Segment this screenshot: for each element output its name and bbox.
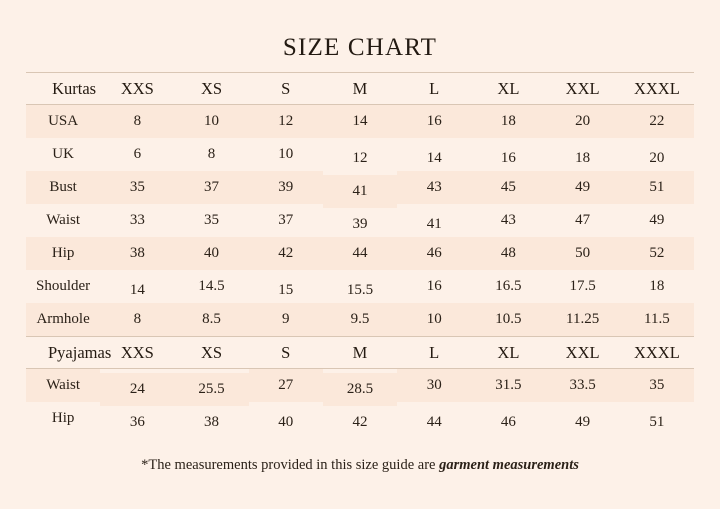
cell-shoulder-m: 15.5 <box>346 282 374 298</box>
column-header-m: M <box>323 73 397 105</box>
row-label-armhole: Armhole <box>36 311 90 327</box>
cell-uk-l: 14 <box>426 150 442 166</box>
cell-uk-xxl: 18 <box>575 150 591 166</box>
table-row <box>26 204 694 237</box>
column-header-pyajamas-xxs: XXS <box>100 337 174 369</box>
column-header-pyajamas-xl: XL <box>471 337 545 369</box>
footnote <box>0 435 720 474</box>
cell-armhole-xxl: 11.25 <box>566 311 600 327</box>
size-chart-table-wrapper <box>0 72 720 435</box>
row-label-shoulder: Shoulder <box>36 278 91 294</box>
cell-armhole-xs: 8.5 <box>202 311 221 327</box>
cell-pyajamas-waist-xxs: 24 <box>129 381 145 397</box>
cell-hip-xxl: 50 <box>575 245 591 261</box>
column-header-l: L <box>397 73 471 105</box>
row-label-pyajamas-waist: Waist <box>46 377 80 393</box>
cell-pyajamas-hip-xl: 46 <box>500 414 516 430</box>
table-header-row-kurtas <box>26 73 694 105</box>
column-header-xxxl: XXXL <box>620 73 694 105</box>
cell-pyajamas-waist-xs: 25.5 <box>198 381 225 397</box>
cell-pyajamas-waist-m: 28.5 <box>346 381 374 397</box>
cell-hip-xxxl: 52 <box>649 245 665 261</box>
cell-bust-xxs: 35 <box>129 179 145 195</box>
header-label-pyajamas: Pyajamas <box>26 337 100 369</box>
cell-uk-xl: 16 <box>500 150 516 166</box>
cell-armhole-xl: 10.5 <box>495 311 522 327</box>
cell-waist-xxs: 33 <box>129 212 145 228</box>
cell-shoulder-s: 15 <box>278 282 294 298</box>
cell-waist-m: 39 <box>352 216 368 232</box>
column-header-pyajamas-m: M <box>323 337 397 369</box>
table-row <box>26 369 694 403</box>
cell-armhole-xxs: 8 <box>133 311 142 327</box>
cell-bust-xl: 45 <box>500 179 516 195</box>
cell-pyajamas-hip-xxxl: 51 <box>649 414 665 430</box>
column-header-pyajamas-s: S <box>249 337 323 369</box>
cell-usa-xxs: 8 <box>133 113 142 129</box>
cell-bust-xs: 37 <box>204 179 220 195</box>
column-header-xs: XS <box>174 73 248 105</box>
cell-hip-m: 44 <box>352 245 368 261</box>
cell-shoulder-l: 16 <box>426 278 442 294</box>
column-header-pyajamas-xxl: XXL <box>546 337 620 369</box>
column-header-pyajamas-l: L <box>397 337 471 369</box>
cell-uk-xs: 8 <box>207 146 216 162</box>
row-label-pyajamas-hip: Hip <box>51 410 75 426</box>
cell-shoulder-xs: 14.5 <box>198 278 225 294</box>
cell-armhole-s: 9 <box>282 311 290 327</box>
row-label-usa: USA <box>48 113 79 129</box>
cell-usa-xl: 18 <box>500 113 516 129</box>
cell-uk-s: 10 <box>278 146 294 162</box>
cell-pyajamas-hip-xs: 38 <box>204 414 220 430</box>
column-header-xxl: XXL <box>546 73 620 105</box>
column-header-pyajamas-xs: XS <box>174 337 248 369</box>
table-row <box>26 270 694 303</box>
cell-hip-s: 42 <box>278 245 294 261</box>
cell-hip-xs: 40 <box>204 245 220 261</box>
cell-bust-m: 41 <box>352 183 368 199</box>
cell-shoulder-xxs: 14 <box>129 282 145 298</box>
row-label-bust: Bust <box>49 179 77 195</box>
cell-bust-xxl: 49 <box>575 179 591 195</box>
cell-bust-s: 39 <box>278 179 294 195</box>
row-label-uk: UK <box>52 146 74 162</box>
cell-pyajamas-hip-xxs: 36 <box>129 414 145 430</box>
cell-usa-s: 12 <box>278 113 294 129</box>
footnote-text: *The measurements provided in this size guide are <box>141 457 440 473</box>
cell-usa-l: 16 <box>426 113 442 129</box>
cell-hip-xl: 48 <box>500 245 516 261</box>
cell-bust-l: 43 <box>426 179 442 195</box>
cell-hip-l: 46 <box>426 245 442 261</box>
column-header-xl: XL <box>471 73 545 105</box>
cell-usa-xxl: 20 <box>575 113 591 129</box>
cell-waist-s: 37 <box>278 212 294 228</box>
column-header-s: S <box>249 73 323 105</box>
cell-waist-xxxl: 49 <box>649 212 665 228</box>
cell-armhole-l: 10 <box>426 311 442 327</box>
page-title: SIZE CHART <box>282 34 438 61</box>
cell-armhole-m: 9.5 <box>350 311 370 327</box>
table-row <box>26 402 694 435</box>
cell-waist-xs: 35 <box>204 212 220 228</box>
cell-usa-xxxl: 22 <box>649 113 665 129</box>
row-label-waist: Waist <box>46 212 80 228</box>
cell-uk-xxs: 6 <box>133 146 142 162</box>
cell-pyajamas-waist-l: 30 <box>426 377 442 393</box>
cell-waist-xxl: 47 <box>575 212 591 228</box>
cell-hip-xxs: 38 <box>129 245 145 261</box>
cell-waist-l: 41 <box>426 216 442 232</box>
cell-shoulder-xl: 16.5 <box>495 278 522 294</box>
cell-shoulder-xxxl: 18 <box>649 278 665 294</box>
cell-usa-m: 14 <box>352 113 368 129</box>
column-header-pyajamas-xxxl: XXXL <box>620 337 694 369</box>
table-row <box>26 138 694 171</box>
column-header-xxs: XXS <box>100 73 174 105</box>
table-row <box>26 237 694 270</box>
footnote-emphasis: garment measurements <box>439 457 579 473</box>
table-header-row-pyajamas <box>26 337 694 369</box>
table-row <box>26 171 694 204</box>
row-label-hip: Hip <box>51 245 75 261</box>
cell-shoulder-xxl: 17.5 <box>569 278 596 294</box>
cell-pyajamas-hip-s: 40 <box>278 414 294 430</box>
header-label-kurtas: Kurtas <box>26 73 100 105</box>
cell-pyajamas-hip-xxl: 49 <box>575 414 591 430</box>
size-chart-table <box>26 72 694 435</box>
cell-usa-xs: 10 <box>204 113 220 129</box>
cell-pyajamas-waist-xxl: 33.5 <box>569 377 596 393</box>
table-row <box>26 105 694 139</box>
cell-pyajamas-hip-m: 42 <box>352 414 368 430</box>
table-row <box>26 303 694 337</box>
cell-bust-xxxl: 51 <box>649 179 665 195</box>
cell-pyajamas-waist-xl: 31.5 <box>495 377 522 393</box>
cell-armhole-xxxl: 11.5 <box>644 311 670 327</box>
cell-uk-xxxl: 20 <box>649 150 665 166</box>
cell-pyajamas-waist-s: 27 <box>278 377 294 393</box>
cell-pyajamas-waist-xxxl: 35 <box>649 377 665 393</box>
cell-pyajamas-hip-l: 44 <box>426 414 442 430</box>
cell-uk-m: 12 <box>352 150 368 166</box>
cell-waist-xl: 43 <box>500 212 516 228</box>
